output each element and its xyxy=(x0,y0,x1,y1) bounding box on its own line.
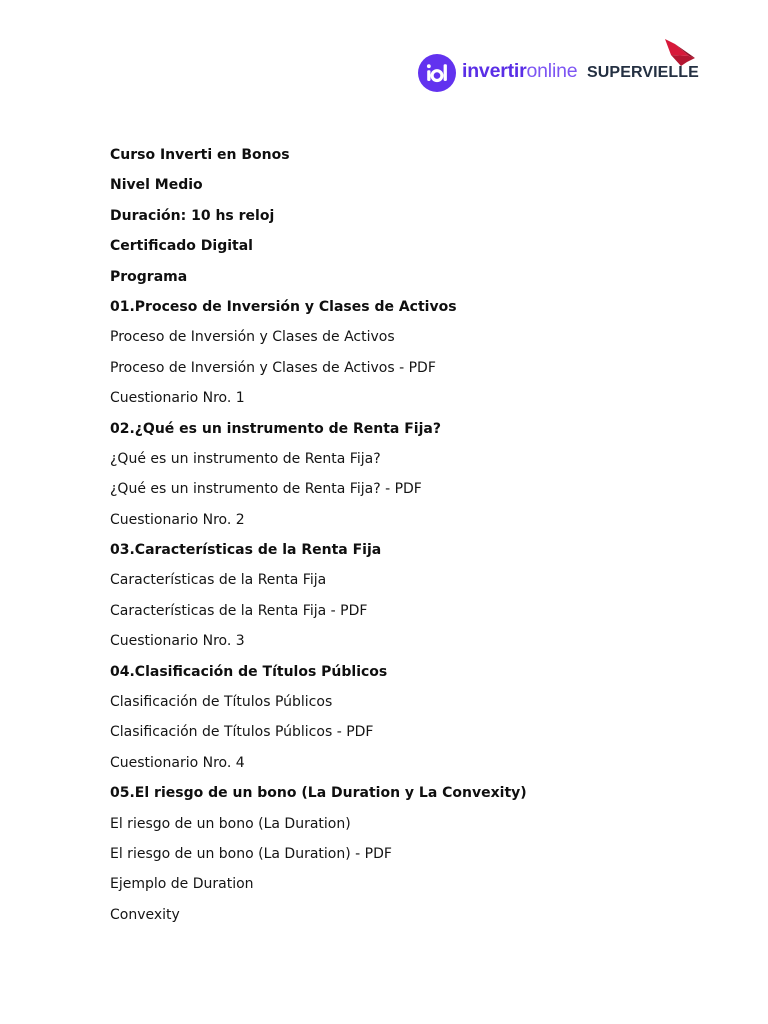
module-item: Clasificación de Títulos Públicos xyxy=(110,694,333,711)
brand-header xyxy=(416,36,698,96)
course-level: Nivel Medio xyxy=(110,177,203,194)
iol-logo-icon xyxy=(418,54,456,92)
module-heading: 01.Proceso de Inversión y Clases de Activos xyxy=(110,298,457,315)
module-item: Características de la Renta Fija - PDF xyxy=(110,602,368,619)
module-heading: 02.¿Qué es un instrumento de Renta Fija? xyxy=(110,420,441,437)
module-item: Ejemplo de Duration xyxy=(110,876,254,893)
course-title: Curso Inverti en Bonos xyxy=(110,147,290,163)
course-duration: Duración: 10 hs reloj xyxy=(110,207,275,224)
module-item: Clasificación de Títulos Públicos - PDF xyxy=(110,724,374,741)
module-item: Cuestionario Nro. 4 xyxy=(110,754,245,771)
module-item: Características de la Renta Fija xyxy=(110,572,327,589)
module-item: El riesgo de un bono (La Duration) xyxy=(110,815,351,832)
supervielle-wordmark: SUPERVIELLE xyxy=(587,64,699,81)
module-item: Convexity xyxy=(110,906,180,923)
course-outline xyxy=(110,144,710,934)
course-certificate: Certificado Digital xyxy=(110,238,253,255)
program-heading: Programa xyxy=(110,268,188,285)
module-item: Proceso de Inversión y Clases de Activos - PDF xyxy=(110,359,436,376)
module-item: Cuestionario Nro. 3 xyxy=(110,633,245,650)
module-heading: 05.El riesgo de un bono (La Duration y La Convexity) xyxy=(110,785,527,802)
module-item: ¿Qué es un instrumento de Renta Fija? - PDF xyxy=(110,481,422,498)
module-item: Proceso de Inversión y Clases de Activos xyxy=(110,329,395,346)
module-heading: 04.Clasificación de Títulos Públicos xyxy=(110,663,388,680)
supervielle-arrow-icon xyxy=(663,38,697,66)
module-item: Cuestionario Nro. 2 xyxy=(110,511,245,528)
module-item: Cuestionario Nro. 1 xyxy=(110,390,245,407)
module-item: ¿Qué es un instrumento de Renta Fija? xyxy=(110,450,381,467)
module-heading: 03.Características de la Renta Fija xyxy=(110,542,382,559)
module-item: El riesgo de un bono (La Duration) - PDF xyxy=(110,845,392,862)
iol-wordmark-light: online xyxy=(526,60,578,82)
iol-wordmark xyxy=(462,60,577,83)
iol-wordmark-strong: invertir xyxy=(462,60,527,82)
